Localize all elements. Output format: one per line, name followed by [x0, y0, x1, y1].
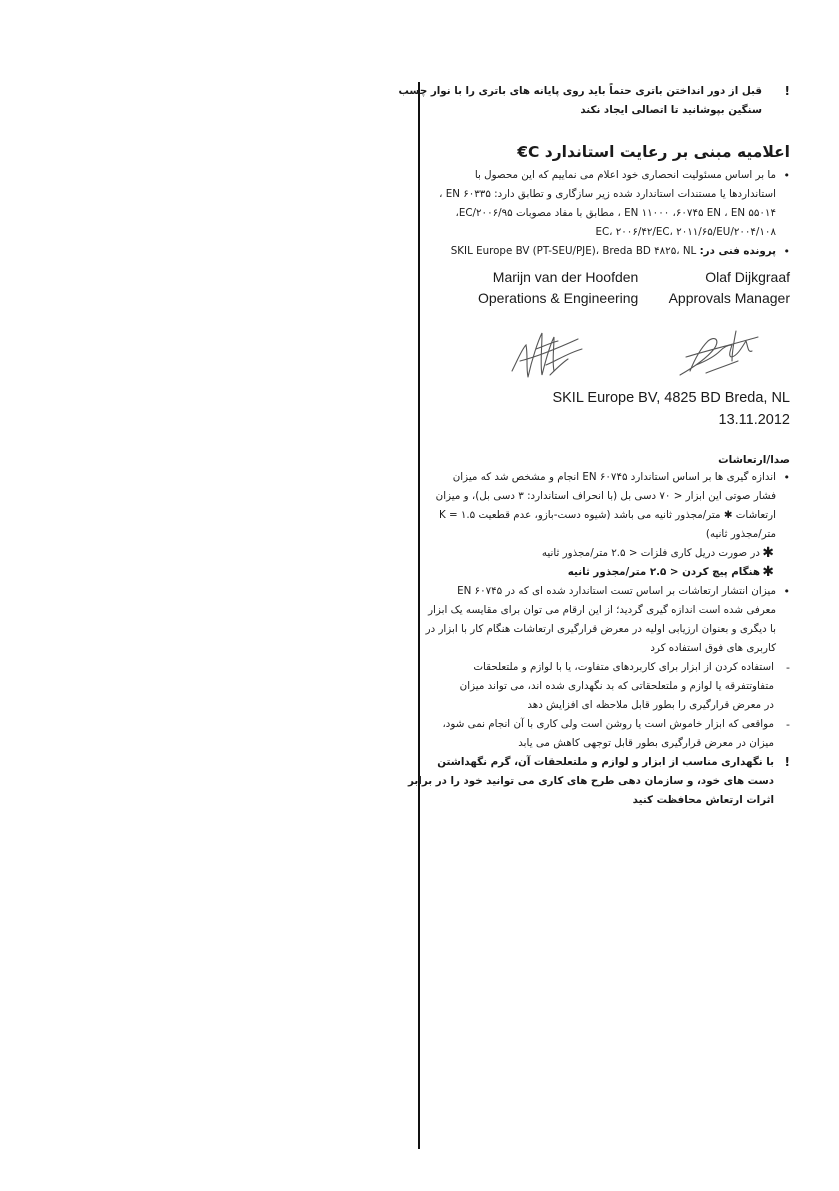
signatory-1: Marijn van der Hoofden Operations & Engineering: [478, 269, 639, 306]
signatory-2: Olaf Dijkgraaf Approvals Manager: [668, 269, 790, 306]
noise-item-2: • میزان انتشار ارتعاشات بر اساس تست استاندارد شده ای که در EN ۶۰۷۴۵ معرفی شده است اندازه گیری گردید؛ از این ارقام می توان برای مقایسه یک ابزار با دیگری و بعنوان ارزیابی اولیه در معرض قرارگیری ارتعاشات هنگام کار با ابزار در کاربری های فوق استفاده کرد: [428, 582, 790, 658]
star-icon: ✱: [762, 564, 774, 580]
ce-mark-icon: C€: [517, 143, 540, 161]
technical-file-label: پرونده فنی در:: [699, 245, 776, 257]
declaration-heading: اعلامیه مبنی بر رعایت استاندارد C€: [517, 143, 790, 161]
noise-item-1: • اندازه گیری ها بر اساس استاندارد EN ۶۰۷۴۵ انجام و مشخص شد که میزان فشار صوتی این ابزار < ۷۰ دسی بل (با انحراف استاندارد: ۳ دسی بل)، و میزان ارتعاشات ✱ متر/مجذور ثانیه می باشد (شیوه دست-بازو، عدم قطعیت K = ۱.۵ متر/مجذور ثانیه): [428, 468, 790, 544]
bullet-icon: •: [783, 169, 790, 182]
technical-file-value: SKIL Europe BV (PT-SEU/PJE)، Breda BD ۴۸۲۵، NL: [450, 245, 700, 257]
vertical-rule: [418, 82, 420, 1149]
bullet-icon: •: [783, 585, 790, 598]
declaration-item-2: [428, 242, 790, 261]
star-item-2: ✱ هنگام پیچ کردن < ۲.۵ متر/مجذور ثانیه: [567, 564, 774, 580]
bullet-icon: •: [783, 245, 790, 258]
dash-item-1: - استفاده کردن از ابزار برای کاربردهای متفاوت، یا با لوازم و ملتعلحقات متفاوتتفرقه یا لوازم و ملتعلحقاتی که بد نگهداری شده اند، می تواند میزان در معرض قرارگیری را بطور قابل ملاحظه ای افزایش دهد: [428, 658, 790, 715]
signature-1-image: [506, 319, 586, 383]
vibration-warning: ! با نگهداری مناسب از ابزار و لوازم و ملتعلحقات آن، گرم نگهداشتن دست های خود، و سازمان دهی طرح های کاری می توانید خود را در برابر اثرات ارتعاش محافظت کنید: [408, 755, 790, 806]
star-item-1: ✱ در صورت دریل کاری فلزات < ۲.۵ متر/مجذور ثانیه: [541, 545, 774, 561]
star-icon: ✱: [762, 545, 774, 561]
dash-icon: -: [786, 718, 790, 731]
dash-icon: -: [786, 661, 790, 674]
noise-vibration-heading: صدا/ارتعاشات: [718, 454, 790, 466]
dash-item-2: - مواقعی که ابزار خاموش است یا روشن است ولی کاری با آن انجام نمی شود، میزان در معرض قرارگیری بطور قابل توجهی کاهش می یابد: [428, 715, 790, 753]
warning-icon: !: [784, 755, 790, 769]
battery-warning: ! قبل از دور انداختن باتری حتماً باید روی پایانه های باتری را با نوار چسب سنگین بپوشانید تا اتصالی ایجاد نکند: [398, 84, 790, 116]
signature-2-image: [676, 321, 762, 383]
warning-icon: !: [784, 84, 790, 98]
bullet-icon: •: [783, 471, 790, 484]
content-column: [398, 82, 790, 810]
signatories: [478, 267, 790, 309]
company-address: SKIL Europe BV, 4825 BD Breda, NL 13.11.2012: [552, 390, 790, 428]
signatures: [428, 313, 790, 387]
declaration-item-1: • ما بر اساس مسئولیت انحصاری خود اعلام می نماییم که این محصول با استانداردها یا مستندات استاندارد شده زیر سازگاری و تطابق دارد: EN ۶۰۳۳۵ ، EN ۱۱۰۰۰ ،۶۰۷۴۵ EN ، EN ۵۵۰۱۴ ، مطابق با مفاد مصوبات ۲۰۰۶/۹۵/EC، ۲۰۰۴/۱۰۸/EC، ۲۰۰۶/۴۲/EC، ۲۰۱۱/۶۵/EU: [428, 166, 790, 242]
